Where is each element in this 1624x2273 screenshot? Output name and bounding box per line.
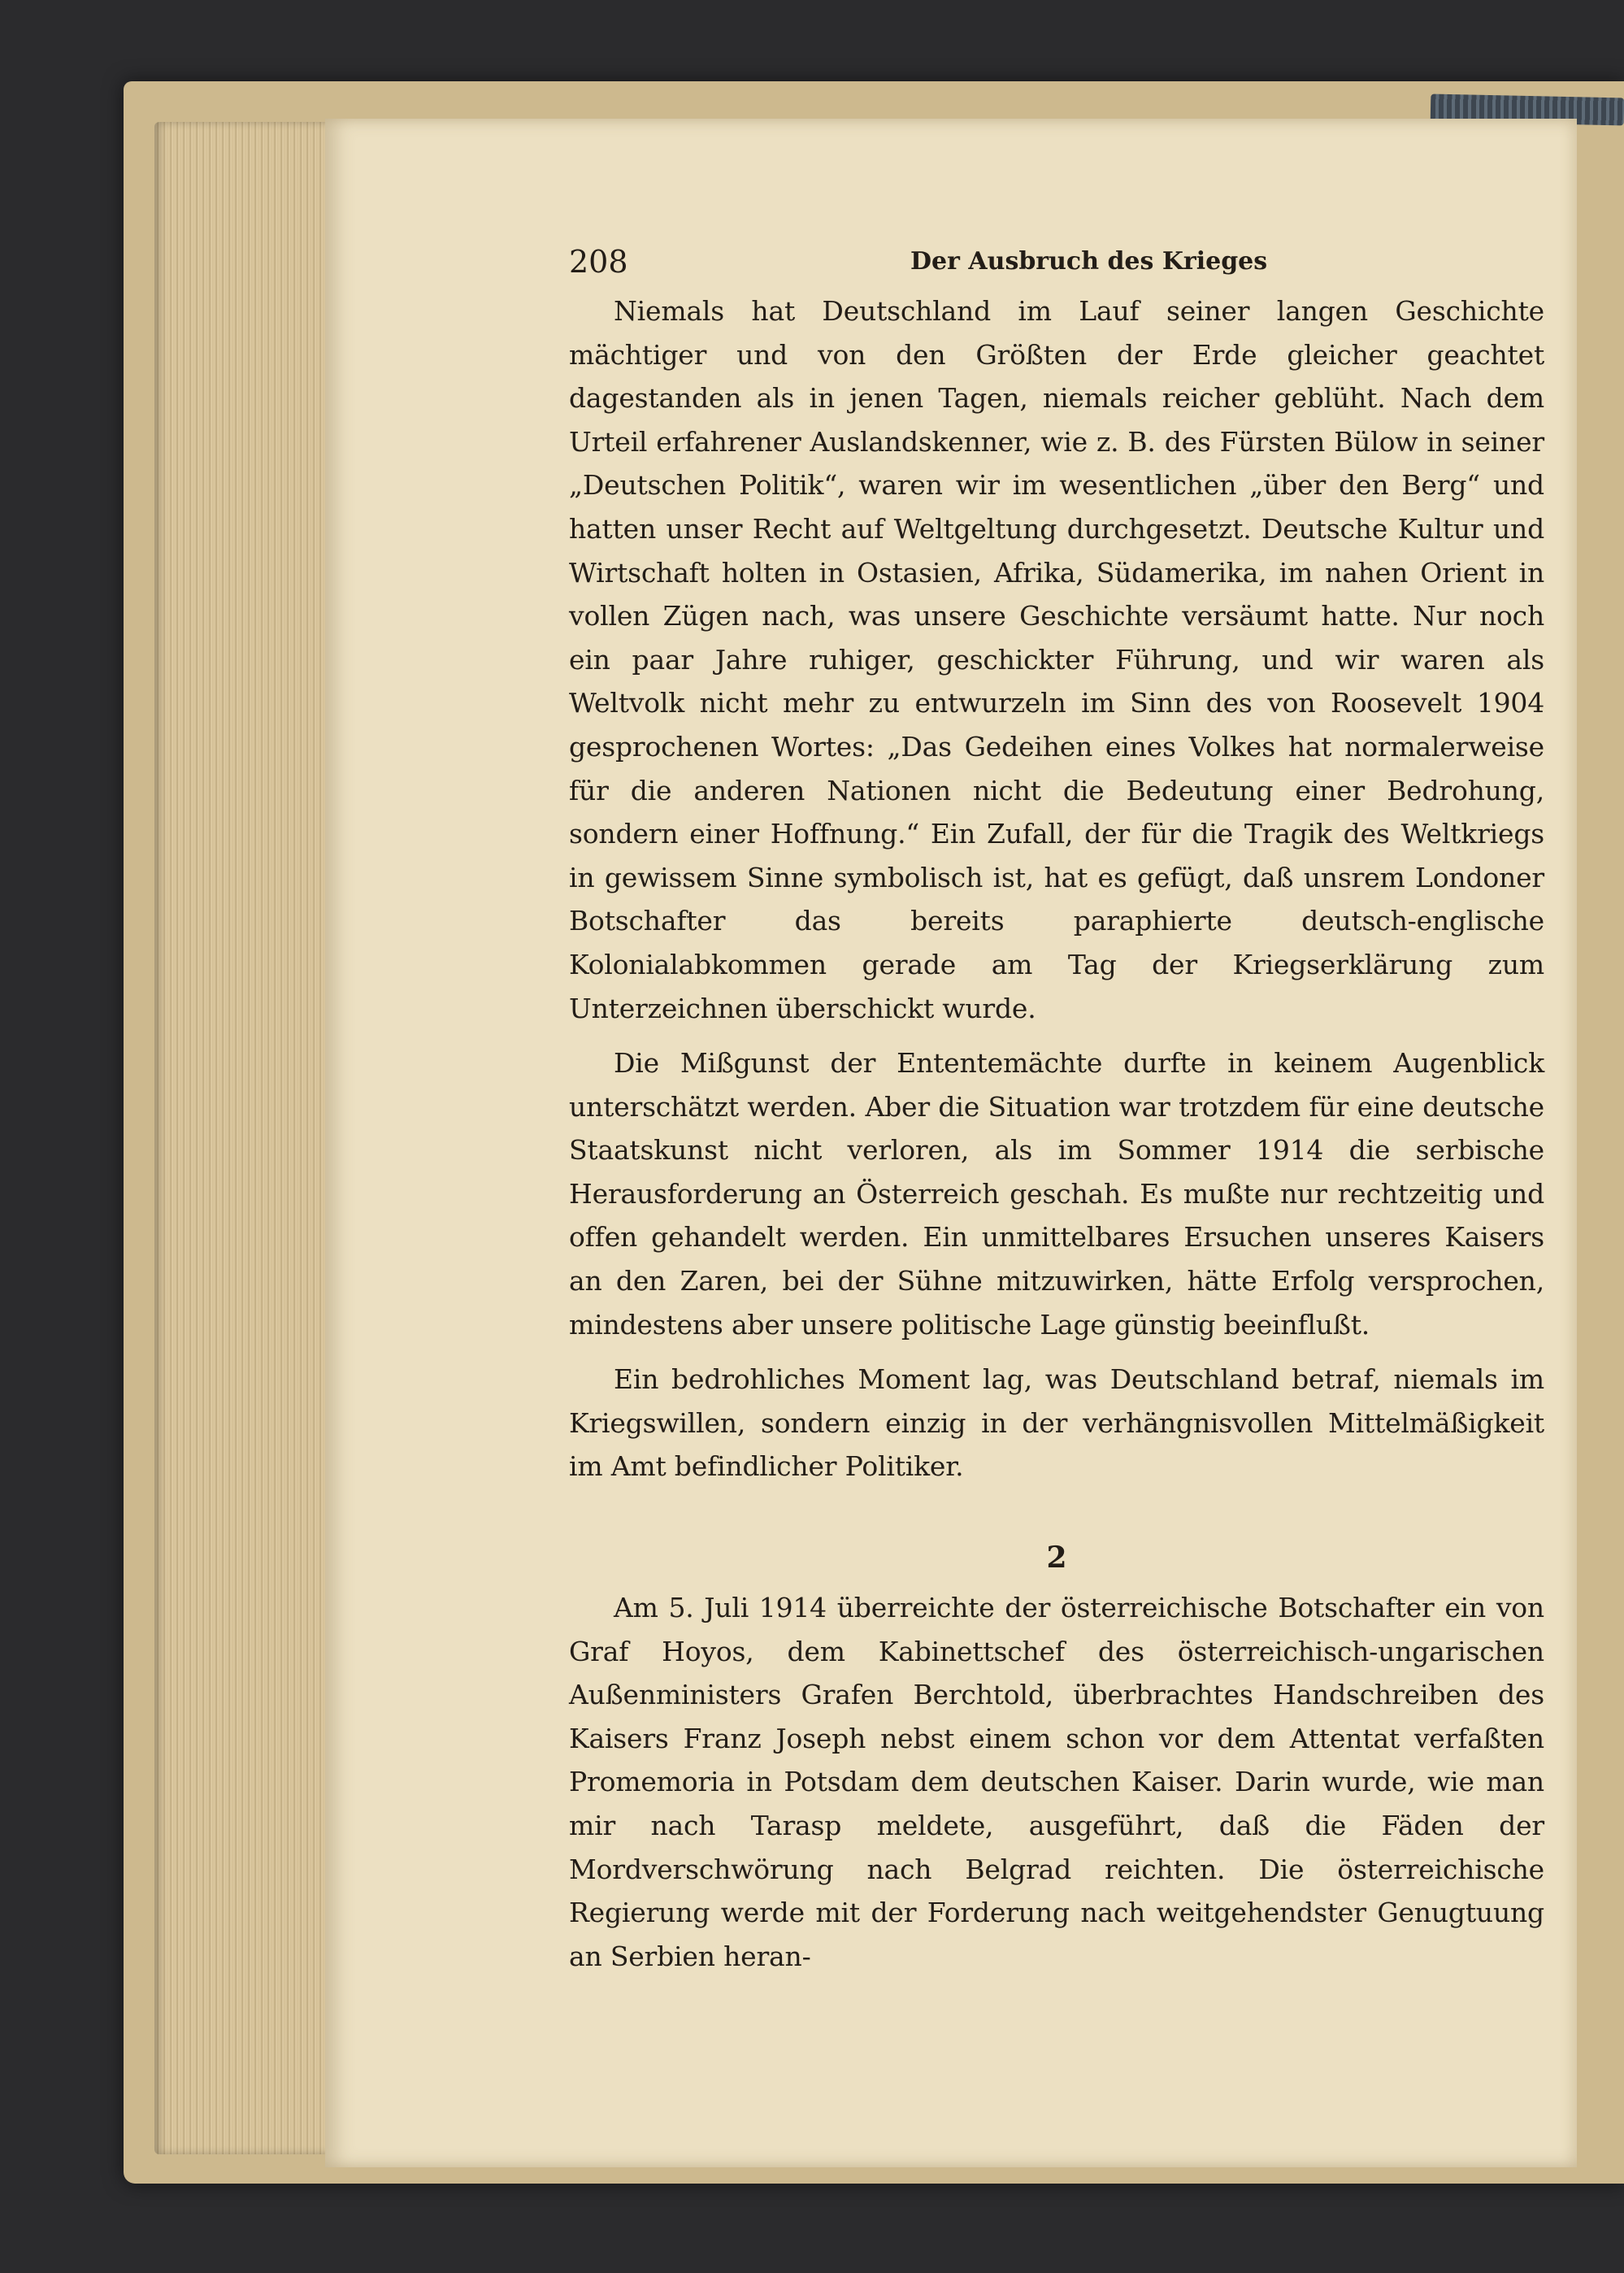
paragraph: Am 5. Juli 1914 überreichte der österreichische Botschafter ein von Graf Hoyos, dem Kabinettschef des österreichisch-ungarischen Außenministers Grafen Berchtold, überbrachtes Handschreiben des Kaisers Franz Joseph nebst einem schon vor dem Attentat verfaßten Promemoria in Potsdam dem deutschen Kaiser. Darin wurde, wie man mir nach Tarasp meldete, ausgeführt, daß die Fäden der Mordverschwörung nach Belgrad reichten. Die österreichische Regierung werde mit der Forderung nach weitgehendster Genugtuung an Serbien heran-	[569, 1592, 1544, 1972]
page-number: 208	[569, 244, 628, 280]
paragraph: Die Mißgunst der Ententemächte durfte in keinem Augenblick unterschätzt werden. Aber die Situation war trotzdem für eine deutsche Staatskunst nicht verloren, als im Sommer 1914 die serbische Herausforderung an Österreich geschah. Es mußte nur rechtzeitig und offen gehandelt werden. Ein unmittelbares Ersuchen unseres Kaisers an den Zaren, bei der Sühne mitzuwirken, hätte Erfolg versprochen, mindestens aber unsere politische Lage günstig beeinflußt.	[569, 1047, 1544, 1341]
running-head: Der Ausbruch des Krieges	[910, 247, 1268, 276]
section-number: 2	[1046, 1541, 1067, 1575]
paragraph: Ein bedrohliches Moment lag, was Deutschland betraf, niemals im Kriegswillen, sondern einzig in der verhängnisvollen Mittelmäßigkeit im Amt befindlicher Politiker.	[569, 1363, 1544, 1483]
page-text-area	[569, 244, 1544, 1989]
body-text	[569, 289, 1544, 1978]
page-block-edges	[154, 122, 333, 2154]
paragraph: Niemals hat Deutschland im Lauf seiner langen Geschichte mächtiger und von den Größten der Erde gleicher geachtet dagestanden als in jenen Tagen, niemals reicher geblüht. Nach dem Urteil erfahrener Auslandskenner, wie z. B. des Fürsten Bülow in seiner „Deutschen Politik“, waren wir im wesentlichen „über den Berg“ und hatten unser Recht auf Weltgeltung durchgesetzt. Deutsche Kultur und Wirtschaft holten in Ostasien, Afrika, Südamerika, im nahen Orient in vollen Zügen nach, was unsere Geschichte versäumt hatte. Nur noch ein paar Jahre ruhiger, geschickter Führung, und wir waren als Weltvolk nicht mehr zu entwurzeln im Sinn des von Roosevelt 1904 gesprochenen Wortes: „Das Gedeihen eines Volkes hat normalerweise für die anderen Nationen nicht die Bedeutung einer Bedrohung, sondern einer Hoffnung.“ Ein Zufall, der für die Tragik des Weltkriegs in gewissem Sinne symbolisch ist, hat es gefügt, daß unsrem Londoner Botschafter das bereits paraphierte deutsch-englische Kolonialabkommen gerade am Tag der Kriegserklärung zum Unterzeichnen überschickt wurde.	[569, 295, 1544, 1024]
page-header	[569, 244, 1544, 289]
